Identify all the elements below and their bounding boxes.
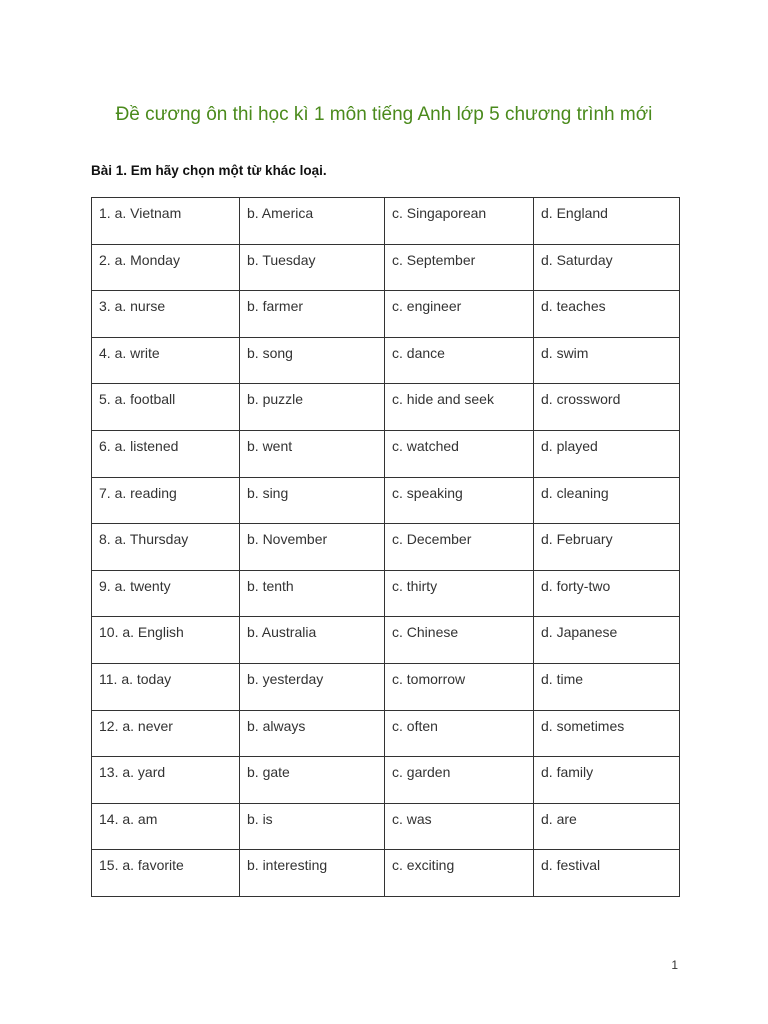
table-cell-option-b: b. song — [240, 337, 385, 384]
table-body — [92, 198, 680, 897]
table-row — [92, 617, 680, 664]
table-cell-option-b: b. always — [240, 710, 385, 757]
page-number: 1 — [671, 958, 678, 972]
table-cell-option-b: b. puzzle — [240, 384, 385, 431]
table-cell-option-b: b. is — [240, 803, 385, 850]
table-cell-option-b: b. Tuesday — [240, 244, 385, 291]
table-cell-option-b: b. November — [240, 524, 385, 571]
table-cell-option-a: 2. a. Monday — [92, 244, 240, 291]
table-cell-option-c: c. tomorrow — [385, 663, 534, 710]
table-cell-option-a: 4. a. write — [92, 337, 240, 384]
table-cell-option-d: d. time — [534, 663, 680, 710]
table-cell-option-d: d. are — [534, 803, 680, 850]
table-cell-option-a: 11. a. today — [92, 663, 240, 710]
table-cell-option-c: c. was — [385, 803, 534, 850]
table-row — [92, 244, 680, 291]
table-cell-option-b: b. went — [240, 430, 385, 477]
table-cell-option-c: c. often — [385, 710, 534, 757]
table-cell-option-d: d. crossword — [534, 384, 680, 431]
table-cell-option-b: b. America — [240, 198, 385, 245]
table-row — [92, 524, 680, 571]
table-cell-option-a: 7. a. reading — [92, 477, 240, 524]
table-cell-option-a: 14. a. am — [92, 803, 240, 850]
table-cell-option-c: c. thirty — [385, 570, 534, 617]
table-row — [92, 570, 680, 617]
table-cell-option-b: b. sing — [240, 477, 385, 524]
table-cell-option-d: d. sometimes — [534, 710, 680, 757]
table-cell-option-c: c. speaking — [385, 477, 534, 524]
table-cell-option-c: c. engineer — [385, 291, 534, 338]
table-row — [92, 198, 680, 245]
table-row — [92, 850, 680, 897]
table-cell-option-a: 13. a. yard — [92, 757, 240, 804]
table-row — [92, 710, 680, 757]
table-cell-option-c: c. exciting — [385, 850, 534, 897]
page-title: Đề cương ôn thi học kì 1 môn tiếng Anh lớp 5 chương trình mới — [115, 104, 653, 125]
table-cell-option-b: b. Australia — [240, 617, 385, 664]
table-cell-option-c: c. dance — [385, 337, 534, 384]
table-cell-option-c: c. hide and seek — [385, 384, 534, 431]
table-cell-option-c: c. Singaporean — [385, 198, 534, 245]
table-cell-option-d: d. Japanese — [534, 617, 680, 664]
table-cell-option-c: c. December — [385, 524, 534, 571]
table-cell-option-c: c. garden — [385, 757, 534, 804]
table-row — [92, 663, 680, 710]
table-cell-option-b: b. yesterday — [240, 663, 385, 710]
table-row — [92, 477, 680, 524]
table-row — [92, 337, 680, 384]
table-row — [92, 803, 680, 850]
table-cell-option-a: 6. a. listened — [92, 430, 240, 477]
table-cell-option-a: 9. a. twenty — [92, 570, 240, 617]
table-cell-option-c: c. watched — [385, 430, 534, 477]
table-cell-option-d: d. family — [534, 757, 680, 804]
table-cell-option-d: d. teaches — [534, 291, 680, 338]
table-cell-option-d: d. forty-two — [534, 570, 680, 617]
table-cell-option-d: d. England — [534, 198, 680, 245]
table-row — [92, 430, 680, 477]
table-cell-option-d: d. festival — [534, 850, 680, 897]
table-cell-option-a: 15. a. favorite — [92, 850, 240, 897]
table-cell-option-a: 12. a. never — [92, 710, 240, 757]
table-row — [92, 757, 680, 804]
table-cell-option-b: b. tenth — [240, 570, 385, 617]
table-cell-option-d: d. cleaning — [534, 477, 680, 524]
table-cell-option-d: d. swim — [534, 337, 680, 384]
table-cell-option-a: 8. a. Thursday — [92, 524, 240, 571]
word-choice-table — [91, 197, 680, 897]
table-cell-option-b: b. gate — [240, 757, 385, 804]
table-cell-option-a: 1. a. Vietnam — [92, 198, 240, 245]
table-cell-option-b: b. interesting — [240, 850, 385, 897]
table-cell-option-d: d. played — [534, 430, 680, 477]
table-cell-option-c: c. September — [385, 244, 534, 291]
table-cell-option-a: 10. a. English — [92, 617, 240, 664]
table-row — [92, 384, 680, 431]
exercise-heading: Bài 1. Em hãy chọn một từ khác loại. — [91, 163, 327, 178]
table-cell-option-a: 3. a. nurse — [92, 291, 240, 338]
table-row — [92, 291, 680, 338]
table-cell-option-b: b. farmer — [240, 291, 385, 338]
table-cell-option-d: d. Saturday — [534, 244, 680, 291]
table-cell-option-a: 5. a. football — [92, 384, 240, 431]
table-cell-option-d: d. February — [534, 524, 680, 571]
table-cell-option-c: c. Chinese — [385, 617, 534, 664]
